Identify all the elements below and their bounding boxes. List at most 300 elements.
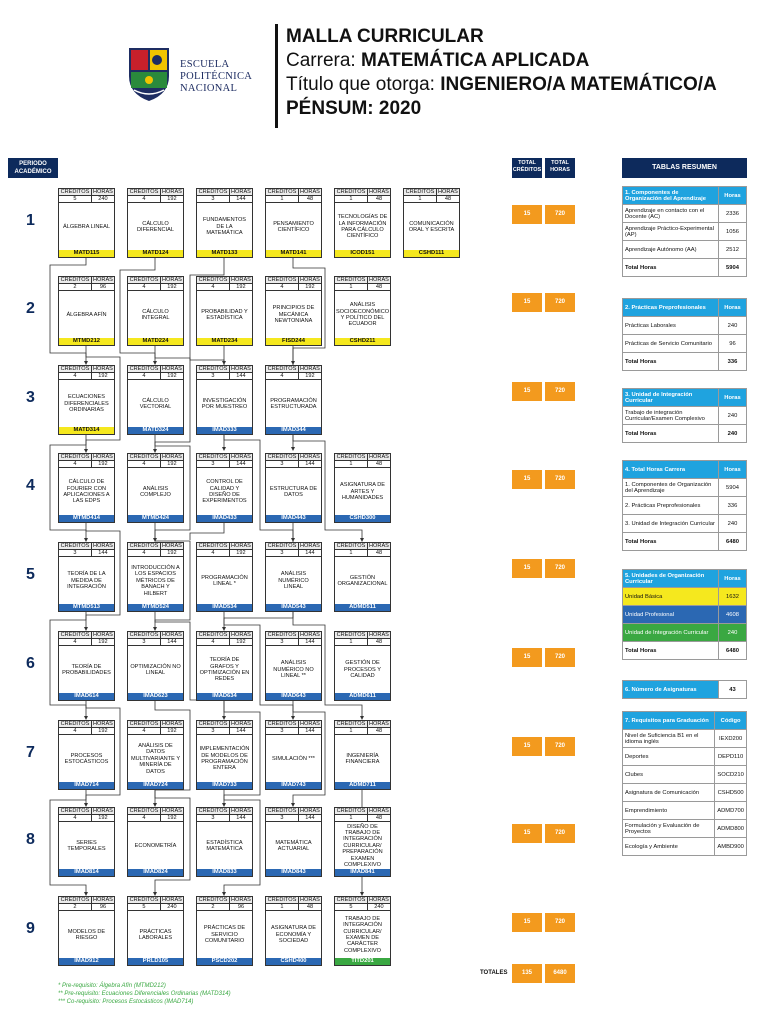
course-values [59, 461, 114, 468]
course-card [265, 453, 322, 523]
credits-label: CRÉDITOS [197, 454, 230, 460]
course-code: IMAD714 [59, 782, 114, 789]
course-header [59, 632, 114, 639]
course-credits: 1 [266, 904, 299, 910]
course-card [403, 188, 460, 258]
period-total-hours: 720 [545, 293, 575, 312]
course-code: MATD133 [197, 250, 252, 257]
hours-label: HORAS [300, 808, 320, 814]
course-header [335, 897, 390, 904]
course-card [265, 631, 322, 701]
course-code: ICOD151 [335, 250, 390, 257]
course-values [266, 196, 321, 203]
course-name: TECNOLOGÍAS DE LA INFORMACIÓN PARA CÁLCULO CIENTÍFICO [337, 214, 388, 240]
course-hours: 192 [167, 461, 177, 467]
course-header [59, 721, 114, 728]
credits-label: CRÉDITOS [335, 721, 368, 727]
summary-row-value: ADMD800 [715, 820, 747, 838]
course-values [59, 196, 114, 203]
summary-row [623, 730, 747, 748]
hours-label: HORAS [369, 543, 389, 549]
summary-row-label: Aprendizaje Autónomo (AA) [623, 241, 719, 259]
period-number: 9 [26, 920, 35, 937]
summary-head-value: Horas [719, 187, 747, 205]
course-header [266, 454, 321, 461]
course-values [128, 639, 183, 646]
course-hours: 96 [99, 904, 107, 910]
course-hours: 192 [98, 815, 108, 821]
course-name: ANÁLISIS DE DATOS MULTIVARIANTE Y MINERÍA DE DATOS [130, 742, 181, 775]
course-hours: 48 [375, 639, 383, 645]
course-code: MATD124 [128, 250, 183, 257]
course-code: IMAD534 [197, 604, 252, 611]
course-name: INTRODUCCIÓN A LOS ESPACIOS MÉTRICOS DE BANACH Y HILBERT [131, 564, 180, 597]
summary-row-value: 1056 [719, 223, 747, 241]
course-values [335, 196, 390, 203]
course-values [335, 461, 390, 468]
course-name: OPTIMIZACIÓN NO LINEAL [130, 663, 181, 676]
course-name: IMPLEMENTACIÓN DE MODELOS DE PROGRAMACIÓN ENTERA [199, 746, 250, 772]
course-header [266, 189, 321, 196]
course-values [197, 196, 252, 203]
summary-head-label: 4. Total Horas Carrera [623, 461, 719, 479]
summary-row-label: 2. Prácticas Preprofesionales [623, 497, 719, 515]
course-code: IMAD733 [197, 782, 252, 789]
hours-label: HORAS [300, 454, 320, 460]
course-code: MATD141 [266, 250, 321, 257]
course-card [334, 807, 391, 877]
hours-label: HORAS [369, 897, 389, 903]
course-name: MODELOS DE RIESGO [67, 928, 106, 941]
course-values [266, 904, 321, 911]
course-values [266, 284, 321, 291]
summary-row [623, 425, 747, 443]
course-values [59, 639, 114, 646]
course-hours: 144 [236, 196, 246, 202]
course-name: PRÁCTICAS DE SERVICIO COMUNITARIO [203, 925, 246, 945]
summary-row-label: Trabajo de integración Curricular/Examen Complexivo [623, 407, 719, 425]
course-values [266, 373, 321, 380]
course-values [266, 815, 321, 822]
period-number: 2 [26, 300, 35, 317]
course-hours: 192 [167, 815, 177, 821]
course-header [128, 632, 183, 639]
course-credits: 5 [335, 904, 368, 910]
course-name: MATEMÁTICA ACTUARIAL [275, 839, 312, 852]
summary-row-value: 336 [719, 497, 747, 515]
course-card [196, 453, 253, 523]
course-card [58, 631, 115, 701]
course-card [58, 188, 115, 258]
period-number: 8 [26, 831, 35, 848]
hours-label: HORAS [300, 277, 320, 283]
summary-row-value: IEXD200 [715, 730, 747, 748]
summary-table [622, 186, 747, 277]
period-total-credits: 15 [512, 737, 542, 756]
credits-label: CRÉDITOS [128, 721, 161, 727]
course-values [59, 373, 114, 380]
summary-row-label: Unidad Profesional [623, 606, 719, 624]
course-name: ECUACIONES DIFERENCIALES ORDINARIAS [64, 394, 109, 414]
summary-head-value: Horas [719, 389, 747, 407]
summary-row [623, 205, 747, 223]
course-values [197, 373, 252, 380]
course-header [128, 897, 183, 904]
course-card [265, 896, 322, 966]
course-values [59, 284, 114, 291]
course-code: IMAD814 [59, 869, 114, 876]
summary-row [623, 624, 747, 642]
hours-label: HORAS [369, 277, 389, 283]
course-values [335, 904, 390, 911]
credits-label: CRÉDITOS [59, 366, 92, 372]
summary-row-label: Total Horas [623, 533, 719, 551]
course-header [128, 721, 183, 728]
summary-row-value: 6480 [719, 642, 747, 660]
summary-row-label: 1. Componentes de Organización del Aprendizaje [623, 479, 719, 497]
course-credits: 1 [266, 196, 299, 202]
credits-label: CRÉDITOS [266, 454, 299, 460]
course-name: GESTIÓN ORGANIZACIONAL [337, 574, 388, 587]
hours-label: HORAS [93, 277, 113, 283]
course-values [59, 815, 114, 822]
credits-label: CRÉDITOS [59, 454, 92, 460]
institution-name: ESCUELA POLITÉCNICA NACIONAL [180, 59, 253, 94]
course-card [58, 542, 115, 612]
course-hours: 192 [167, 550, 177, 556]
summary-row [623, 259, 747, 277]
period-number: 6 [26, 655, 35, 672]
footnotes [58, 982, 231, 1006]
summary-row-value: 2336 [719, 205, 747, 223]
credits-label: CRÉDITOS [197, 189, 230, 195]
course-card [58, 276, 115, 346]
course-name: PROGRAMACIÓN ESTRUCTURADA [270, 397, 317, 410]
summary-row [623, 317, 747, 335]
summary-row-label: Total Horas [623, 425, 719, 443]
summary-row [623, 407, 747, 425]
course-code: ADMD511 [335, 604, 390, 611]
course-header [335, 277, 390, 284]
summary-row-value: 1632 [719, 588, 747, 606]
course-name: PRINCIPIOS DE MECÁNICA NEWTONIANA [272, 305, 315, 325]
course-header [128, 277, 183, 284]
course-card [196, 720, 253, 790]
course-card [334, 276, 391, 346]
credits-label: CRÉDITOS [335, 277, 368, 283]
summary-title: TABLAS RESUMEN [622, 158, 747, 178]
course-card [58, 365, 115, 435]
period-total-credits: 15 [512, 293, 542, 312]
summary-row-label: Total Horas [623, 642, 719, 660]
course-name: CÁLCULO VECTORIAL [139, 397, 172, 410]
course-hours: 48 [444, 196, 452, 202]
footnote: * Pre-requisito: Álgebra Afín (MTMD212) [58, 983, 166, 989]
course-hours: 48 [375, 815, 383, 821]
summary-row-value: 4608 [719, 606, 747, 624]
course-header [59, 897, 114, 904]
course-credits: 4 [128, 815, 161, 821]
course-card [127, 453, 184, 523]
period-number: 3 [26, 389, 35, 406]
course-credits: 3 [266, 550, 299, 556]
period-total-hours: 720 [545, 913, 575, 932]
course-card [196, 542, 253, 612]
course-credits: 2 [59, 284, 92, 290]
course-header [197, 808, 252, 815]
period-total-credits: 15 [512, 559, 542, 578]
course-hours: 192 [236, 639, 246, 645]
summary-head-label: 3. Unidad de Integración Curricular [623, 389, 719, 407]
course-code: MATD314 [59, 427, 114, 434]
hours-label: HORAS [162, 721, 182, 727]
hours-label: HORAS [438, 189, 458, 195]
course-credits: 4 [128, 728, 161, 734]
course-code: TITD201 [335, 958, 390, 965]
course-card [58, 807, 115, 877]
course-name: TEORÍA DE PROBABILIDADES [62, 663, 111, 676]
course-values [128, 284, 183, 291]
course-code: IMAD724 [128, 782, 183, 789]
hours-label: HORAS [162, 277, 182, 283]
summary-row-label: Unidad Básica [623, 588, 719, 606]
course-credits: 1 [335, 728, 368, 734]
summary-row [623, 335, 747, 353]
course-code: MTMD524 [128, 604, 183, 611]
summary-head-value: Horas [719, 299, 747, 317]
summary-head-label: 1. Componentes de Organización del Aprendizaje [623, 187, 719, 205]
summary-row [623, 588, 747, 606]
summary-head-value: Código [715, 712, 747, 730]
period-total-hours: 720 [545, 470, 575, 489]
hours-label: HORAS [162, 543, 182, 549]
summary-row-label: Asignatura de Comunicación [623, 784, 715, 802]
course-credits: 5 [59, 196, 92, 202]
course-card [334, 631, 391, 701]
summary-row [623, 642, 747, 660]
hours-label: HORAS [369, 632, 389, 638]
course-card [127, 276, 184, 346]
credits-label: CRÉDITOS [59, 189, 92, 195]
summary-row-value: 336 [719, 353, 747, 371]
course-hours: 192 [236, 550, 246, 556]
course-card [196, 631, 253, 701]
course-name: ÁLGEBRA AFÍN [66, 311, 107, 318]
summary-table [622, 711, 747, 856]
total-hours-header: TOTAL HORAS [545, 158, 575, 178]
summary-head-label: 6. Número de Asignaturas [623, 681, 719, 699]
hours-label: HORAS [231, 632, 251, 638]
course-name: CONTROL DE CALIDAD Y DISEÑO DE EXPERIMENTOS [202, 479, 247, 505]
course-code: IMAD543 [266, 604, 321, 611]
summary-row-value: 2512 [719, 241, 747, 259]
summary-row [623, 820, 747, 838]
hours-label: HORAS [231, 721, 251, 727]
course-hours: 48 [375, 196, 383, 202]
course-name: CÁLCULO INTEGRAL [141, 308, 170, 321]
hours-label: HORAS [93, 808, 113, 814]
course-hours: 48 [375, 728, 383, 734]
hours-label: HORAS [231, 808, 251, 814]
course-hours: 144 [305, 550, 315, 556]
period-number: 5 [26, 566, 35, 583]
course-card [127, 720, 184, 790]
credits-label: CRÉDITOS [266, 897, 299, 903]
summary-row-value: ADMD700 [715, 802, 747, 820]
period-total-hours: 720 [545, 737, 575, 756]
course-card [196, 188, 253, 258]
course-values [128, 728, 183, 735]
hours-label: HORAS [93, 366, 113, 372]
course-code: MATD324 [128, 427, 183, 434]
course-header [266, 543, 321, 550]
credits-label: CRÉDITOS [59, 277, 92, 283]
period-total-hours: 720 [545, 382, 575, 401]
course-values [197, 461, 252, 468]
course-name: GESTIÓN DE PROCESOS Y CALIDAD [344, 660, 381, 680]
course-name: ESTADÍSTICA MATEMÁTICA [206, 839, 243, 852]
hours-label: HORAS [231, 366, 251, 372]
course-header [128, 543, 183, 550]
period-total-credits: 15 [512, 824, 542, 843]
summary-head-label: 7. Requisitos para Graduación [623, 712, 715, 730]
course-hours: 144 [236, 728, 246, 734]
course-values [266, 461, 321, 468]
period-total-credits: 15 [512, 648, 542, 667]
course-header [197, 366, 252, 373]
total-credits-header: TOTAL CRÉDITOS [512, 158, 542, 178]
credits-label: CRÉDITOS [197, 543, 230, 549]
course-code: CSHD300 [335, 515, 390, 522]
course-name: ANÁLISIS NUMÉRICO LINEAL [278, 571, 309, 591]
hours-label: HORAS [162, 808, 182, 814]
course-card [58, 720, 115, 790]
course-header [197, 632, 252, 639]
hours-label: HORAS [369, 808, 389, 814]
credits-label: CRÉDITOS [197, 897, 230, 903]
course-credits: 1 [335, 639, 368, 645]
course-header [404, 189, 459, 196]
course-name: ESTRUCTURA DE DATOS [269, 485, 318, 498]
course-card [127, 542, 184, 612]
summary-row [623, 606, 747, 624]
course-values [197, 904, 252, 911]
summary-table [622, 298, 747, 371]
course-header [197, 543, 252, 550]
credits-label: CRÉDITOS [197, 366, 230, 372]
course-credits: 4 [128, 461, 161, 467]
course-values [266, 728, 321, 735]
credits-label: CRÉDITOS [59, 721, 92, 727]
course-values [59, 550, 114, 557]
course-values [197, 815, 252, 822]
credits-label: CRÉDITOS [266, 189, 299, 195]
summary-row-label: Prácticas de Servicio Comunitario [623, 335, 719, 353]
course-name: PENSAMIENTO CIENTÍFICO [273, 220, 314, 233]
course-code: PSCD202 [197, 958, 252, 965]
course-card [127, 807, 184, 877]
course-header [59, 808, 114, 815]
summary-row-label: Aprendizaje Práctico-Experimental (AP) [623, 223, 719, 241]
summary-row [623, 784, 747, 802]
course-credits: 3 [197, 815, 230, 821]
course-name: TRABAJO DE INTEGRACIÓN CURRICULAR/ EXAMEN DE CARÁCTER COMPLEXIVO [343, 915, 382, 954]
period-total-hours: 720 [545, 205, 575, 224]
course-hours: 192 [98, 639, 108, 645]
course-credits: 1 [335, 196, 368, 202]
credits-label: CRÉDITOS [197, 721, 230, 727]
hours-label: HORAS [231, 189, 251, 195]
course-credits: 4 [197, 639, 230, 645]
course-values [335, 639, 390, 646]
course-credits: 4 [128, 284, 161, 290]
course-header [59, 189, 114, 196]
course-card [334, 453, 391, 523]
course-code: IMAD344 [266, 427, 321, 434]
credits-label: CRÉDITOS [404, 189, 437, 195]
course-code: CSHD400 [266, 958, 321, 965]
course-credits: 3 [266, 728, 299, 734]
course-card [127, 365, 184, 435]
degree-line: Título que otorga: INGENIERO/A MATEMÁTICO/A [286, 74, 717, 95]
course-code: IMAD833 [197, 869, 252, 876]
course-credits: 1 [335, 284, 368, 290]
summary-head-label: 5. Unidades de Organización Curricular [623, 570, 719, 588]
course-code: IMAD634 [197, 693, 252, 700]
course-card [196, 896, 253, 966]
summary-row [623, 223, 747, 241]
course-values [128, 461, 183, 468]
course-card [265, 720, 322, 790]
summary-row-label: Nivel de Suficiencia B1 en el idioma inglés [623, 730, 715, 748]
summary-row-label: 3. Unidad de Integración Curricular [623, 515, 719, 533]
summary-row [623, 802, 747, 820]
course-code: MTMD212 [59, 338, 114, 345]
course-header [128, 808, 183, 815]
summary-row-label: Prácticas Laborales [623, 317, 719, 335]
course-card [334, 720, 391, 790]
credits-label: CRÉDITOS [266, 632, 299, 638]
course-hours: 192 [236, 284, 246, 290]
pensum-line: PÉNSUM: 2020 [286, 98, 422, 119]
course-values [128, 904, 183, 911]
period-number: 7 [26, 744, 35, 761]
credits-label: CRÉDITOS [59, 808, 92, 814]
course-hours: 240 [167, 904, 177, 910]
course-credits: 3 [197, 196, 230, 202]
summary-row-value: 240 [719, 317, 747, 335]
course-hours: 144 [305, 728, 315, 734]
course-card [196, 365, 253, 435]
footnote: ** Pre-requisito: Ecuaciones Diferenciales Ordinarias (MATD314) [58, 991, 231, 997]
course-hours: 144 [305, 461, 315, 467]
course-card [127, 188, 184, 258]
summary-head-value: Horas [719, 461, 747, 479]
course-header [128, 454, 183, 461]
course-card [265, 276, 322, 346]
course-header [335, 543, 390, 550]
course-card [196, 807, 253, 877]
course-hours: 96 [99, 284, 107, 290]
course-name: TEORÍA DE GRAFOS Y OPTIMIZACIÓN EN REDES [199, 657, 250, 683]
course-header [197, 189, 252, 196]
course-credits: 3 [59, 550, 92, 556]
course-card [265, 188, 322, 258]
course-header [335, 808, 390, 815]
grand-total-hours: 6480 [545, 964, 575, 983]
course-hours: 48 [306, 196, 314, 202]
course-code: IMAD443 [266, 515, 321, 522]
